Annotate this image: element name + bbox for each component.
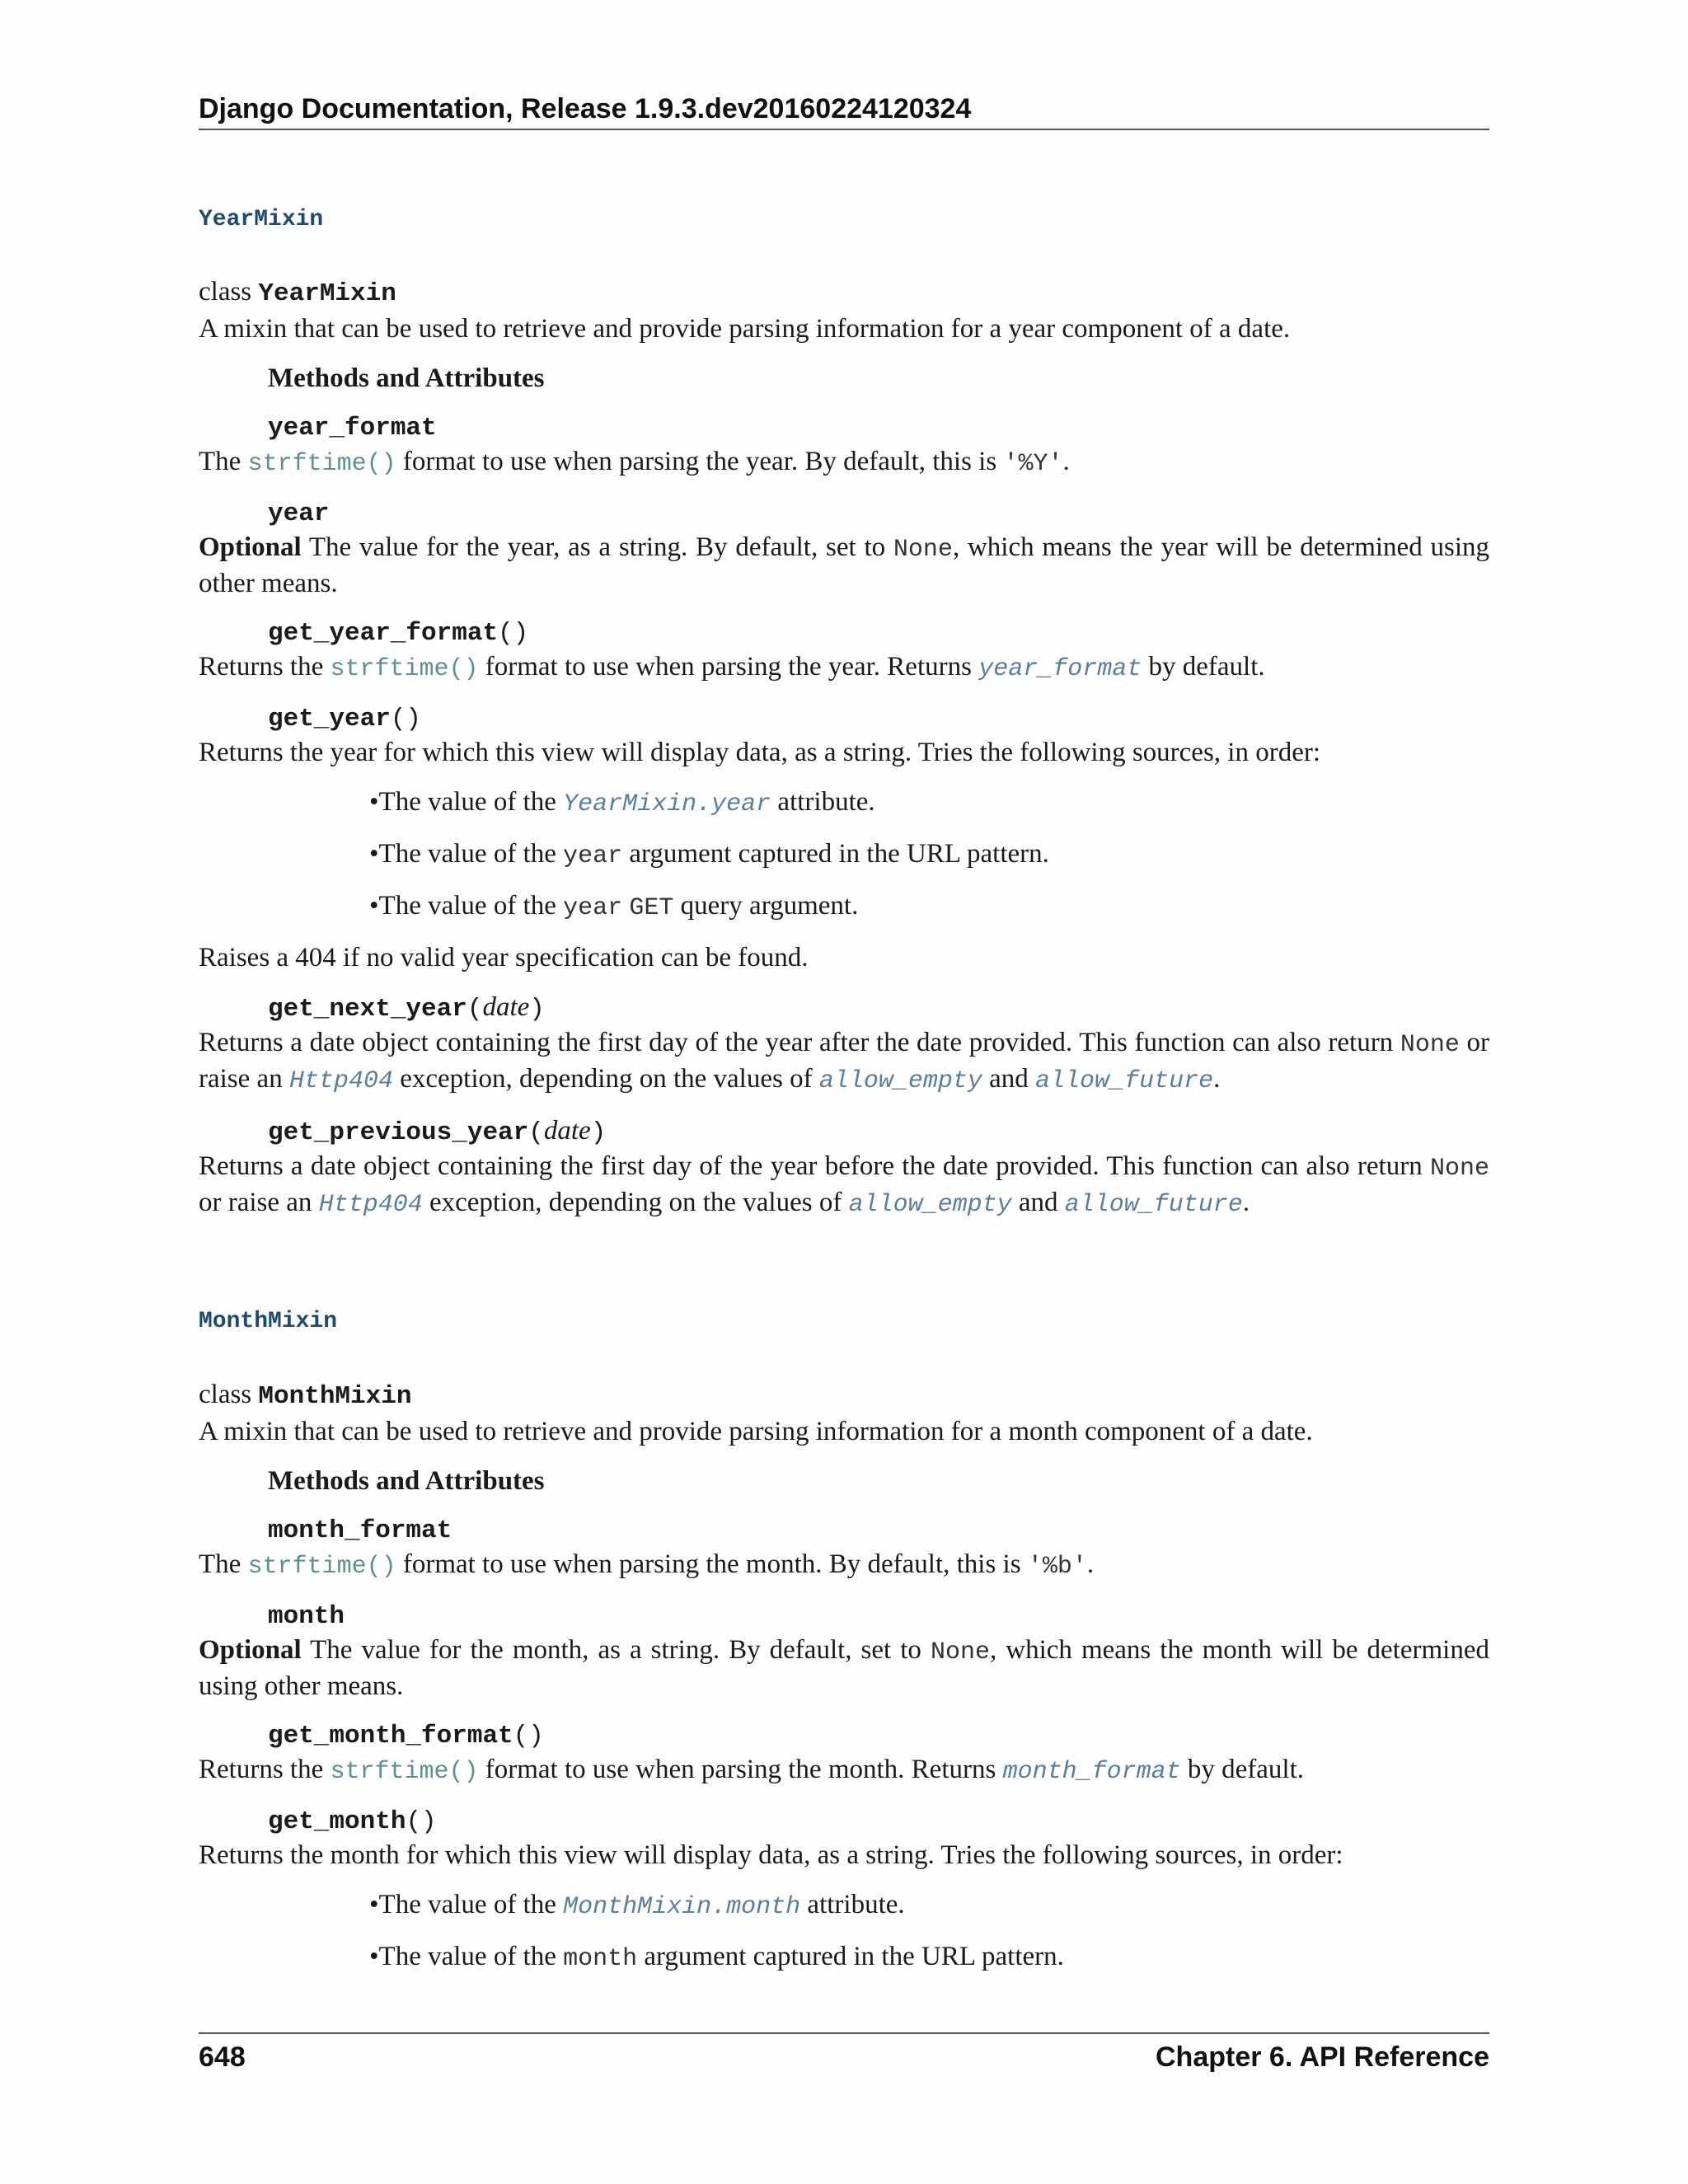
allow-empty-link[interactable]: allow_empty <box>818 1067 982 1095</box>
class-name: MonthMixin <box>258 1382 412 1411</box>
method-get-month-format: get_month_format() <box>268 1722 544 1750</box>
class-keyword: class <box>199 277 252 307</box>
strftime-link[interactable]: strftime() <box>247 1553 396 1581</box>
method-get-previous-year: get_previous_year(date) <box>268 1116 607 1147</box>
method-get-month-desc: Returns the month for which this view will display data, as a string. Tries the following sources, in order: <box>199 1840 1343 1870</box>
section-title-monthmixin[interactable]: MonthMixin <box>199 1309 338 1334</box>
section-title-yearmixin[interactable]: YearMixin <box>199 207 324 232</box>
method-get-year-format-desc: Returns the strftime() format to use when parsing the year. Returns year_format by default. <box>199 652 1265 683</box>
attr-year-desc: Optional The value for the year, as a string. By default, set to None, which means the year will be determined using other means. <box>199 532 1489 598</box>
attr-month-format: month_format <box>268 1516 452 1545</box>
chapter-title: Chapter 6. API Reference <box>1156 2041 1489 2073</box>
yearmixin-class-block <box>199 275 1489 1238</box>
class-signature <box>199 275 1489 311</box>
class-name: YearMixin <box>258 279 396 308</box>
class-description: A mixin that can be used to retrieve and provide parsing information for a year component of a date. <box>199 314 1291 344</box>
strftime-link[interactable]: strftime() <box>330 655 479 683</box>
strftime-link[interactable]: strftime() <box>330 1758 479 1786</box>
method-get-year-desc: Returns the year for which this view will display data, as a string. Tries the following sources, in order: <box>199 738 1321 767</box>
method-get-year: get_year() <box>268 705 422 733</box>
yearmixin-year-link[interactable]: YearMixin.year <box>563 790 771 818</box>
methods-heading: Methods and Attributes <box>268 1466 545 1496</box>
allow-future-link[interactable]: allow_future <box>1064 1191 1243 1219</box>
running-header: Django Documentation, Release 1.9.3.dev20160224120324 <box>199 92 1489 130</box>
month-format-link[interactable]: month_format <box>1002 1758 1181 1786</box>
attr-year-format: year_format <box>268 414 437 443</box>
class-keyword: class <box>199 1380 252 1409</box>
monthmixin-class-block <box>199 1378 1489 1992</box>
attr-month-format-desc: The strftime() format to use when parsing the month. By default, this is '%b'. <box>199 1549 1095 1581</box>
monthmixin-month-link[interactable]: MonthMixin.month <box>563 1893 801 1921</box>
strftime-link[interactable]: strftime() <box>247 450 396 478</box>
class-signature <box>199 1378 1489 1413</box>
list-item: •The value of the YearMixin.year attribute. <box>369 787 875 818</box>
method-get-month: get_month() <box>268 1807 437 1836</box>
list-item: •The value of the year GET query argument. <box>369 891 859 922</box>
attr-month: month <box>268 1602 345 1631</box>
http404-link[interactable]: Http404 <box>318 1191 423 1219</box>
allow-future-link[interactable]: allow_future <box>1035 1067 1214 1095</box>
method-get-year-raises: Raises a 404 if no valid year specification can be found. <box>199 943 809 972</box>
method-get-month-format-desc: Returns the strftime() format to use when parsing the month. Returns month_format by default. <box>199 1755 1304 1786</box>
method-get-next-year: get_next_year(date) <box>268 992 545 1024</box>
attr-year: year <box>268 499 330 528</box>
method-get-next-year-desc: Returns a date object containing the first day of the year after the date provided. This function can also return None or raise an Http404 exception, depending on the values of allow_empty and allow_future. <box>199 1028 1489 1095</box>
attr-month-desc: Optional The value for the month, as a string. By default, set to None, which means the month will be determined using other means. <box>199 1635 1489 1701</box>
class-description: A mixin that can be used to retrieve and provide parsing information for a month component of a date. <box>199 1417 1313 1446</box>
list-item: •The value of the MonthMixin.month attribute. <box>369 1890 905 1921</box>
method-get-previous-year-desc: Returns a date object containing the first day of the year before the date provided. This function can also return None or raise an Http404 exception, depending on the values of allow_empty and allow_future. <box>199 1151 1489 1219</box>
methods-heading: Methods and Attributes <box>268 363 545 393</box>
list-item: •The value of the month argument captured in the URL pattern. <box>369 1942 1064 1973</box>
http404-link[interactable]: Http404 <box>288 1067 393 1095</box>
list-item: •The value of the year argument captured in the URL pattern. <box>369 839 1049 870</box>
attr-year-format-desc: The strftime() format to use when parsing the year. By default, this is '%Y'. <box>199 447 1070 478</box>
method-get-year-format: get_year_format() <box>268 619 529 648</box>
page-footer <box>199 2032 1489 2074</box>
allow-empty-link[interactable]: allow_empty <box>848 1191 1012 1219</box>
page-number: 648 <box>199 2041 246 2073</box>
year-format-link[interactable]: year_format <box>978 655 1142 683</box>
